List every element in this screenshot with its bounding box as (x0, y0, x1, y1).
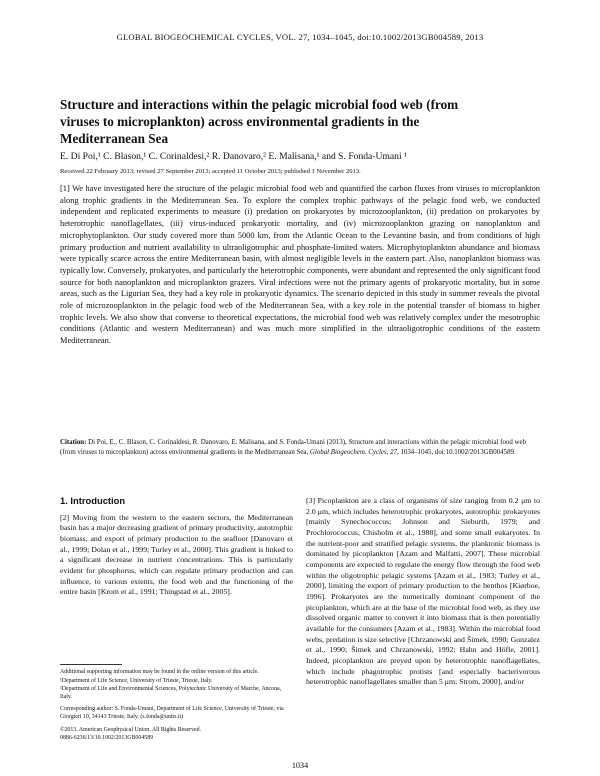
citation-journal: Global Biogeochem. Cycles, 27, (309, 448, 399, 456)
author-list: E. Di Poi,¹ C. Blason,¹ C. Corinaldesi,² R. Danovaro,² E. Malisana,¹ and S. Fonda-Umani ¹ (60, 151, 407, 162)
footnote-supporting-info: Additional supporting information may be found in the online version of this article. (60, 669, 259, 675)
citation-text: Di Poi, E., C. Blason, C. Corinaldesi, R. Danovaro, E. Malisana, and S. Fonda-Umani (2013), Structure and interactions within the pelagic microbial food web (from viruses to microplankton) across environmental gradients in the Mediterranean Sea, (60, 439, 527, 456)
footnote-rule (60, 664, 122, 665)
footnotes (60, 669, 293, 744)
page-number: 1034 (291, 761, 309, 770)
right-column (306, 496, 540, 688)
footnote-affiliation-2: ²Department of Life and Environmental Sciences, Polytechnic University of Marche, Ancona, Italy. (60, 686, 282, 700)
abstract: [1] We have investigated here the structure of the pelagic microbial food web and quantified the carbon fluxes from viruses to microplankton along trophic gradients in the Mediterranean Sea. To explore the complex trophic pathways of the pelagic food web, we conducted independent and replicated experiments to measure (i) predation on prokaryotes by microzooplankton, (ii) predation on prokaryotes by heterotrophic nanoflagellates, (iii) virus-induced prokaryotic mortality, and (iv) microzooplankton grazing on nanoplankton and microphytoplankton. Our study covered more than 5000 km, from the Atlantic Ocean to the Levantine basin, and from conditions of high primary production and nutrient availability to ultraoligotrophic and phosphate-limited waters. Microphytoplankton abundance and biomass were typically scarce across the entire Mediterranean basin, with almost negligible levels in the eastern part. Also, nanoplankton biomass was typically low. Conversely, prokaryotes, and particularly the heterotrophic components, were abundant and represented the only significant food source for both nanoplankton and microplankton grazers. Viral infections were not the primary agents of prokaryotic mortality, but in some areas, such as the Ligurian Sea, they had a key role in prokaryotic dynamics. The scenario depicted in this study in summer reveals the pivotal role of microzooplankton in the pelagic food web of the Mediterranean Sea, with a key role in the potential transfer of biomass to higher trophic levels. We also show that converse to theoretical expectations, the microbial food web was relatively complex under the mesotrophic conditions (Atlantic and western Mediterranean) and was much more simplified in the ultraoligotrophic conditions of the eastern Mediterranean. (60, 184, 540, 346)
footnote-corresponding-author: Corresponding author: S. Fonda-Umani, Department of Life Science, University of Trieste, via Giorgieri 10, 34143 Trieste, Italy. (s.fonda@units.it) (60, 706, 284, 720)
footnote-affiliation-1: ¹Department of Life Science, University of Trieste, Trieste, Italy. (60, 677, 213, 684)
intro-paragraph-3: [3] Picoplankton are a class of organisms of size ranging from 0.2 μm to 2.0 μm, which includes heterotrophic prokaryotes, autotrophic prokaryotes [mainly Synechococcus; Johnson and Sieburth, 1979; and Prochlorococcus, Chisholm et al., 1988], and some small eukaryotes. In the nutrient-poor and stratified pelagic systems, the planktonic biomass is dominated by picoplankton [Azam and Malfatti, 2007]. These microbial components are expected to regulate the energy flow through the food web within the oligotrophic pelagic systems [Azam et al., 1983; Turley et al., 2000], limiting the export of primary production to the benthos [Kiørboe, 1996]. Prokaryotes are the numerically dominant component of the picoplankton, which are at the base of the microbial food web, as they use dissolved organic matter to convert it into biomass that is then potentially available for the consumers [Azam et al., 1983]. Within the microbial food webs, predation is size selective [Chrzanowski and Šimek, 1990; Gonzalez et al., 1990; Šimek and Chrzanowski, 1992; Hahn and Höfle, 2001]. Indeed, picoplankton are preyed upon by heterotrophic nanoflagellates, which include phagotrophic protists [and especially bacterivorous heterotrophic nanoflagellates smaller than 5 μm; Strom, 2000], and/or (306, 496, 540, 687)
citation-label: Citation: (60, 439, 87, 446)
intro-paragraph-2: [2] Moving from the western to the eastern sectors, the Mediterranean basin has a major decreasing gradient of primary productivity, autotrophic biomass, and export of primary production to the seafloor [Danovaro et al., 1999; Dolan et al., 1999; Turley et al., 2000]. This gradient is linked to a significant decrease in nutrient concentrations. This is particularly evident for phosphorus, which can regulate primary production and can influence, to various extents, the food web and the functioning of the entire basin [Krom et al., 1991; Thingstad et al., 2005]. (60, 512, 293, 597)
received-dates: Received 22 February 2013; revised 27 September 2013; accepted 11 October 2013; published 1 November 2013. (60, 168, 361, 175)
footnote-issn: 0886-6236/13/10.1002/2013GB004589 (60, 735, 154, 742)
running-head: GLOBAL BIOGEOCHEMICAL CYCLES, VOL. 27, 1034–1045, doi:10.1002/2013GB004589, 2013 (116, 32, 484, 42)
footnote-copyright: ©2013. American Geophysical Union. All Rights Reserved. (60, 726, 202, 733)
left-column (60, 496, 293, 598)
citation-tail: 1034–1045, doi:10.1002/2013GB004589. (400, 448, 516, 456)
citation-block (60, 438, 540, 457)
article-title: Structure and interactions within the pelagic microbial food web (from viruses to microplankton) across environmental gradients in the Mediterranean Sea (60, 97, 459, 146)
section-heading-introduction: 1. Introduction (60, 495, 126, 506)
